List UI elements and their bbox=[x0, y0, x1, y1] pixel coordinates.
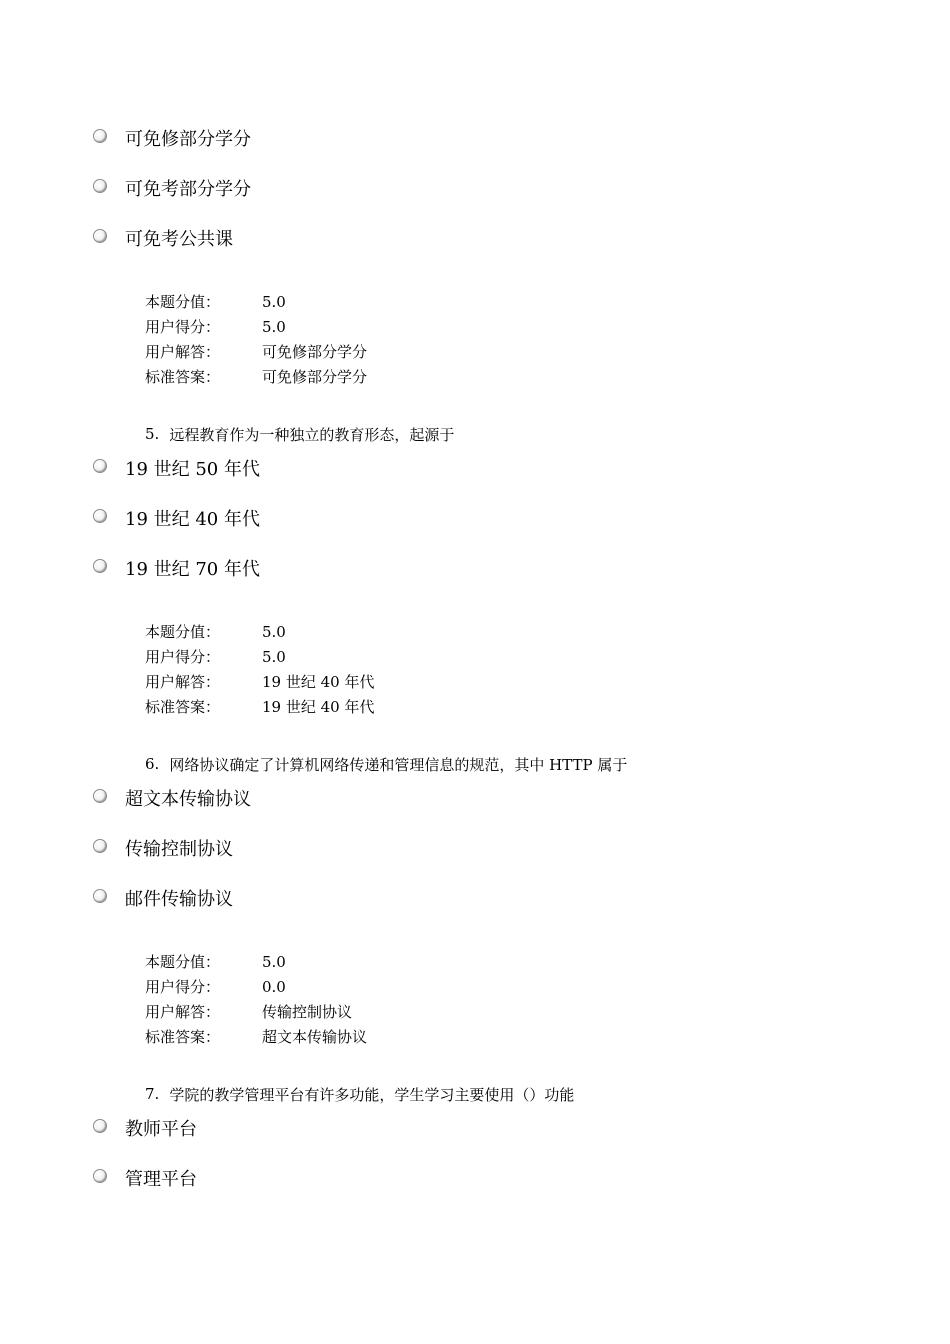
q6-question bbox=[145, 752, 627, 776]
user-score-row bbox=[145, 644, 374, 669]
score-value: 5.0 bbox=[262, 952, 286, 971]
user-answer-label: 用户解答： bbox=[145, 343, 221, 361]
score-row bbox=[145, 289, 367, 314]
user-answer-label: 用户解答： bbox=[145, 673, 221, 691]
option-label: 教师平台 bbox=[125, 1119, 197, 1140]
question-text: 网络协议确定了计算机网络传递和管理信息的规范，其中 HTTP 属于 bbox=[169, 755, 628, 774]
q4-option-1[interactable] bbox=[93, 125, 251, 155]
option-label: 超文本传输协议 bbox=[125, 789, 251, 810]
radio-button[interactable] bbox=[93, 889, 107, 903]
question-text: 学院的教学管理平台有许多功能，学生学习主要使用（）功能 bbox=[169, 1085, 575, 1104]
q6-option-3[interactable] bbox=[93, 885, 233, 915]
radio-button[interactable] bbox=[93, 1119, 107, 1133]
option-label: 19 世纪 50 年代 bbox=[125, 459, 260, 480]
standard-answer-label: 标准答案： bbox=[145, 698, 221, 716]
q5-result bbox=[145, 619, 374, 719]
q6-option-1[interactable] bbox=[93, 785, 251, 815]
user-answer-row bbox=[145, 339, 367, 364]
user-score-value: 0.0 bbox=[262, 977, 286, 996]
score-label: 本题分值： bbox=[145, 953, 221, 971]
user-answer-value: 可免修部分学分 bbox=[262, 343, 368, 361]
standard-answer-value: 超文本传输协议 bbox=[262, 1028, 368, 1046]
option-label: 管理平台 bbox=[125, 1169, 197, 1190]
user-score-value: 5.0 bbox=[262, 317, 286, 336]
option-label: 19 世纪 40 年代 bbox=[125, 509, 260, 530]
standard-answer-value: 19 世纪 40 年代 bbox=[262, 698, 375, 716]
user-answer-value: 19 世纪 40 年代 bbox=[262, 673, 375, 691]
option-label: 邮件传输协议 bbox=[125, 889, 233, 910]
radio-button[interactable] bbox=[93, 559, 107, 573]
radio-button[interactable] bbox=[93, 179, 107, 193]
score-label: 本题分值： bbox=[145, 623, 221, 641]
q4-option-2[interactable] bbox=[93, 175, 251, 205]
user-score-value: 5.0 bbox=[262, 647, 286, 666]
user-answer-row bbox=[145, 999, 367, 1024]
user-score-row bbox=[145, 974, 367, 999]
user-score-row bbox=[145, 314, 367, 339]
q5-option-1[interactable] bbox=[93, 455, 260, 485]
user-score-label: 用户得分： bbox=[145, 318, 221, 336]
user-answer-label: 用户解答： bbox=[145, 1003, 221, 1021]
option-label: 19 世纪 70 年代 bbox=[125, 559, 260, 580]
question-number: 7. bbox=[145, 1085, 160, 1103]
user-answer-value: 传输控制协议 bbox=[262, 1003, 353, 1021]
radio-button[interactable] bbox=[93, 129, 107, 143]
option-label: 传输控制协议 bbox=[125, 839, 233, 860]
question-number: 6. bbox=[145, 755, 160, 773]
radio-button[interactable] bbox=[93, 789, 107, 803]
q6-option-2[interactable] bbox=[93, 835, 233, 865]
q7-option-2[interactable] bbox=[93, 1165, 197, 1195]
option-label: 可免修部分学分 bbox=[125, 129, 251, 150]
radio-button[interactable] bbox=[93, 1169, 107, 1183]
standard-answer-row bbox=[145, 364, 367, 389]
option-label: 可免考部分学分 bbox=[125, 179, 251, 200]
user-score-label: 用户得分： bbox=[145, 648, 221, 666]
score-row bbox=[145, 619, 374, 644]
score-label: 本题分值： bbox=[145, 293, 221, 311]
standard-answer-row bbox=[145, 694, 374, 719]
q6-result bbox=[145, 949, 367, 1049]
q7-option-1[interactable] bbox=[93, 1115, 197, 1145]
q4-option-3[interactable] bbox=[93, 225, 233, 255]
q5-option-2[interactable] bbox=[93, 505, 260, 535]
score-value: 5.0 bbox=[262, 622, 286, 641]
standard-answer-value: 可免修部分学分 bbox=[262, 368, 368, 386]
radio-button[interactable] bbox=[93, 839, 107, 853]
score-row bbox=[145, 949, 367, 974]
question-text: 远程教育作为一种独立的教育形态，起源于 bbox=[169, 425, 455, 444]
standard-answer-row bbox=[145, 1024, 367, 1049]
option-label: 可免考公共课 bbox=[125, 229, 233, 250]
user-answer-row bbox=[145, 669, 374, 694]
q5-question bbox=[145, 422, 454, 446]
radio-button[interactable] bbox=[93, 509, 107, 523]
standard-answer-label: 标准答案： bbox=[145, 1028, 221, 1046]
user-score-label: 用户得分： bbox=[145, 978, 221, 996]
q5-option-3[interactable] bbox=[93, 555, 260, 585]
standard-answer-label: 标准答案： bbox=[145, 368, 221, 386]
radio-button[interactable] bbox=[93, 229, 107, 243]
question-number: 5. bbox=[145, 425, 160, 443]
q7-question bbox=[145, 1082, 574, 1106]
radio-button[interactable] bbox=[93, 459, 107, 473]
q4-result bbox=[145, 289, 367, 389]
score-value: 5.0 bbox=[262, 292, 286, 311]
